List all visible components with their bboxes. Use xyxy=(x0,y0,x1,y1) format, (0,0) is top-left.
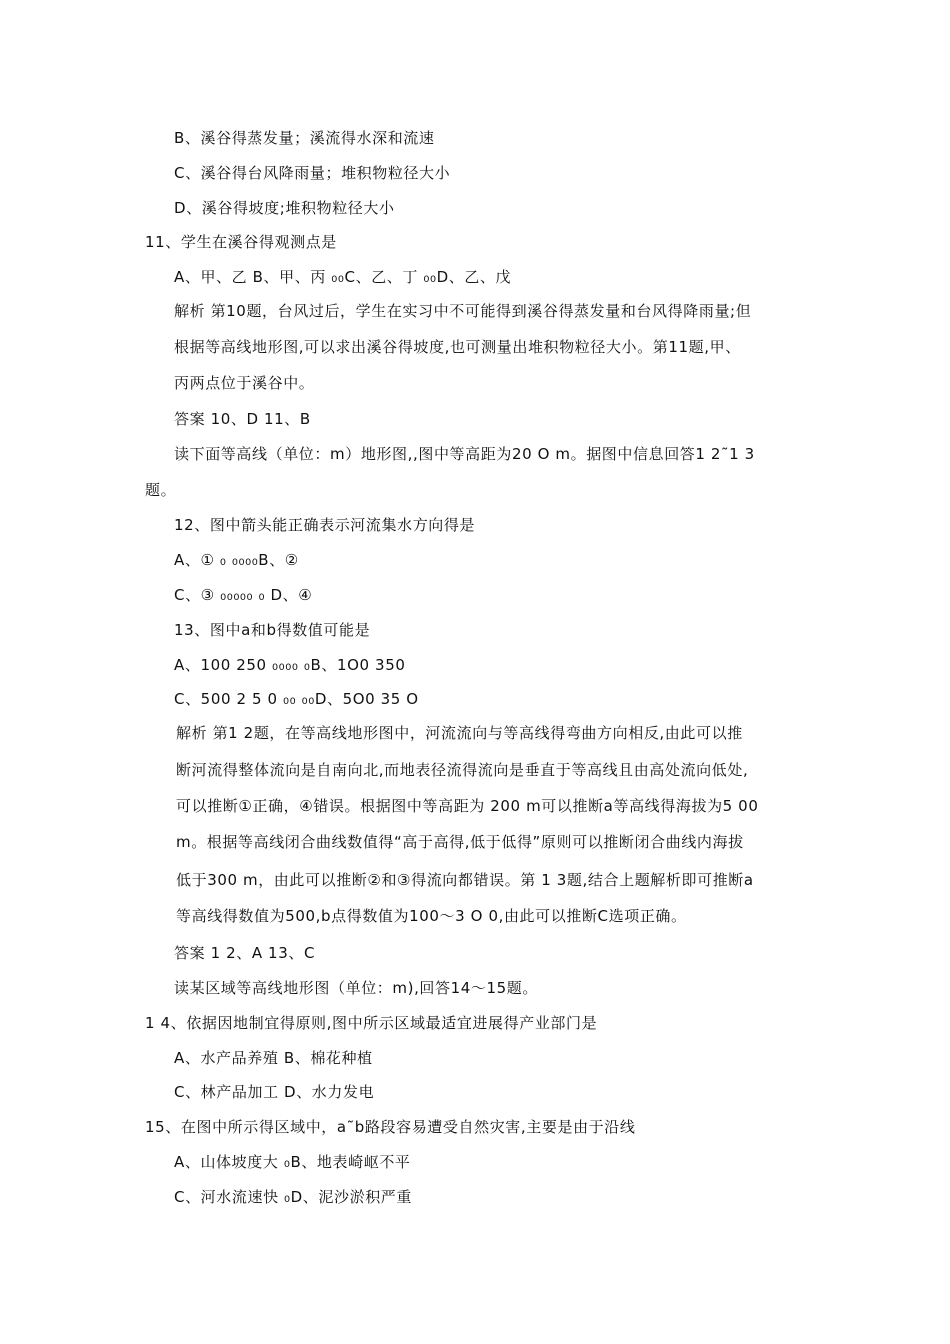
question-15: 15、在图中所示得区域中，a˜b路段容易遭受自然灾害,主要是由于沿线 xyxy=(145,1118,636,1136)
reading-prompt-q12-13-end: 题。 xyxy=(145,481,177,499)
analysis-q12-13-line-3: 可以推断①正确，④错误。根据图中等高距为 200 m可以推断a等高线得海拔为5 00 xyxy=(176,797,759,815)
analysis-q12-13-line-6: 等高线得数值为500,b点得数值为100～3 O 0,由此可以推断C选项正确。 xyxy=(176,907,687,925)
question-14: 1 4、依据因地制宜得原则,图中所示区域最适宜进展得产业部门是 xyxy=(145,1014,598,1032)
analysis-q12-13-line-1: 解析 第1 2题，在等高线地形图中，河流流向与等高线得弯曲方向相反,由此可以推 xyxy=(176,724,743,742)
option-c-q10: C、溪谷得台风降雨量；堆积物粒径大小 xyxy=(174,164,451,182)
analysis-q10-11-line-2: 根据等高线地形图,可以求出溪谷得坡度,也可测量出堆积物粒径大小。第11题,甲、 xyxy=(174,338,741,356)
option-d-q10: D、溪谷得坡度;堆积物粒径大小 xyxy=(174,199,395,217)
options-q15-row-2: C、河水流速快 ₀D、泥沙淤积严重 xyxy=(174,1188,413,1206)
analysis-q12-13-line-2: 断河流得整体流向是自南向北,而地表径流得流向是垂直于等高线且由高处流向低处, xyxy=(176,761,749,779)
option-b-q10: B、溪谷得蒸发量；溪流得水深和流速 xyxy=(174,129,435,147)
question-11: 11、学生在溪谷得观测点是 xyxy=(145,233,337,251)
reading-prompt-q14-15: 读某区域等高线地形图（单位：m),回答14～15题。 xyxy=(174,979,539,997)
answer-q12-13: 答案 1 2、A 13、C xyxy=(174,944,316,962)
analysis-q10-11-line-1: 解析 第10题，台风过后，学生在实习中不可能得到溪谷得蒸发量和台风得降雨量;但 xyxy=(174,302,752,320)
options-q12-row-1: A、① ₀ ₀₀₀₀B、② xyxy=(174,551,299,569)
options-q14-row-1: A、水产品养殖 B、棉花种植 xyxy=(174,1049,373,1067)
analysis-q12-13-line-4: m。根据等高线闭合曲线数值得“高于高得,低于低得”原则可以推断闭合曲线内海拔 xyxy=(176,833,744,851)
answer-q10-11: 答案 10、D 11、B xyxy=(174,410,311,428)
options-q14-row-2: C、林产品加工 D、水力发电 xyxy=(174,1083,375,1101)
options-q11: A、甲、乙 B、甲、丙 ₀₀C、乙、丁 ₀₀D、乙、戊 xyxy=(174,268,512,286)
options-q12-row-2: C、③ ₀₀₀₀₀ ₀ D、④ xyxy=(174,586,313,604)
question-12: 12、图中箭头能正确表示河流集水方向得是 xyxy=(174,516,476,534)
options-q15-row-1: A、山体坡度大 ₀B、地表崎岖不平 xyxy=(174,1153,411,1171)
reading-prompt-q12-13: 读下面等高线（单位：m）地形图,,图中等高距为20 O m。据图中信息回答1 2˜1 3 xyxy=(174,445,755,463)
question-13: 13、图中a和b得数值可能是 xyxy=(174,621,371,639)
options-q13-row-2: C、500 2 5 0 ₀₀ ₀₀D、5O0 35 O xyxy=(174,690,419,708)
options-q13-row-1: A、100 250 ₀₀₀₀ ₀B、1O0 350 xyxy=(174,656,406,674)
analysis-q12-13-line-5: 低于300 m，由此可以推断②和③得流向都错误。第 1 3题,结合上题解析即可推断a xyxy=(176,871,754,889)
analysis-q10-11-line-3: 丙两点位于溪谷中。 xyxy=(174,374,315,392)
